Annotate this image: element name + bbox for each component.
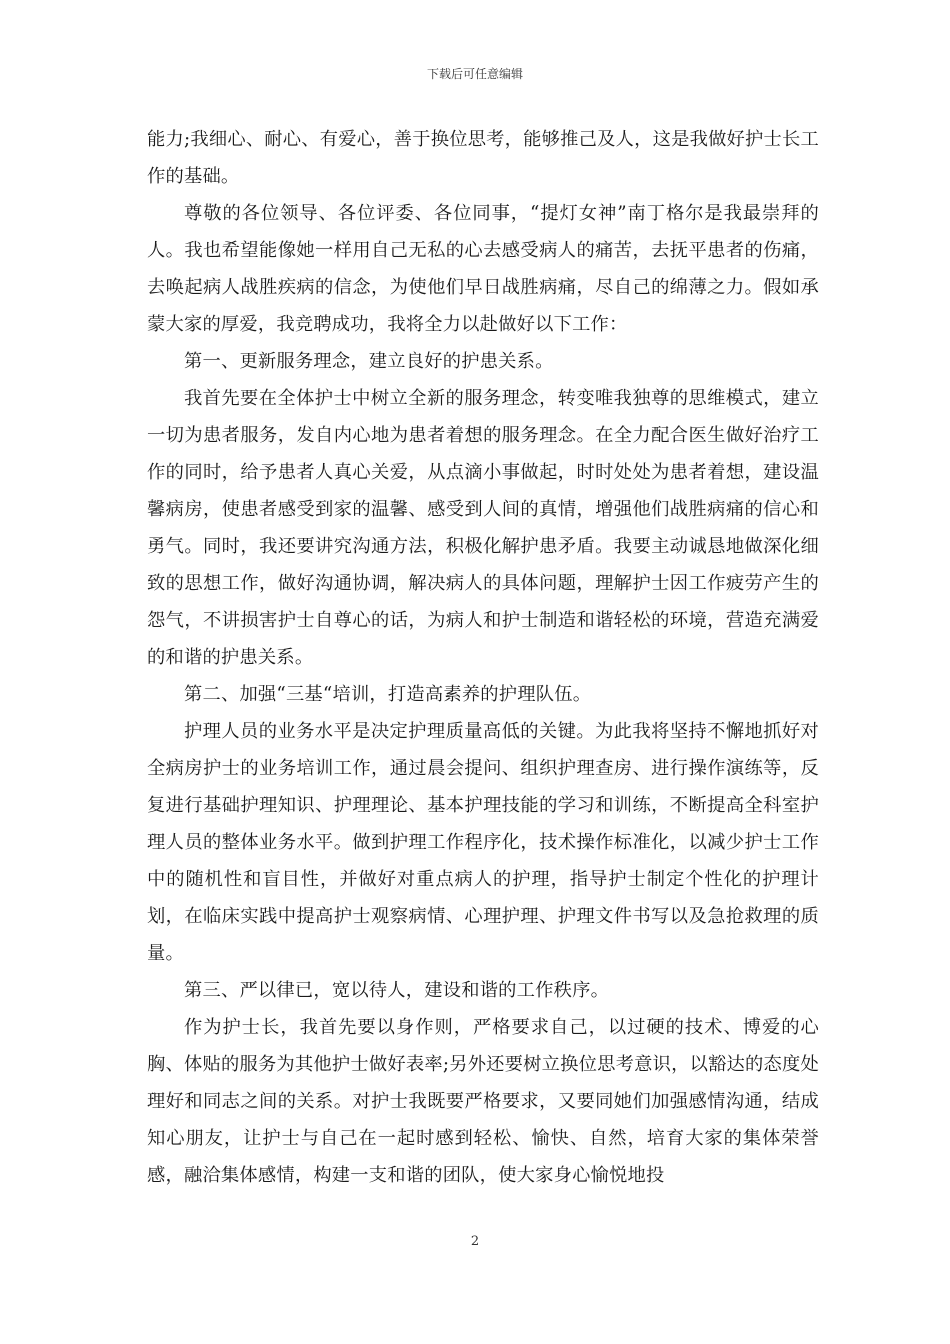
paragraph-3: 我首先要在全体护士中树立全新的服务理念，转变唯我独尊的思维模式，建立一切为患者服务，发自内心地为患者着想的服务理念。在全力配合医生做好治疗工作的同时，给予患者人真心关爱，从点滴小事做起，时时处处为患者着想，建设温馨病房，使患者感受到家的温馨、感受到人间的真情，增强他们战胜病痛的信心和勇气。同时，我还要讲究沟通方法，积极化解护患矛盾。我要主动诚恳地做深化细致的思想工作，做好沟通协调，解决病人的具体问题，理解护士因工作疲劳产生的怨气，不讲损害护士自尊心的话，为病人和护士制造和谐轻松的环境，营造充满爱的和谐的护患关系。	[147, 388, 819, 668]
document-body	[147, 121, 819, 1194]
section-heading-2: 第二、加强“三基“培训，打造高素养的护理队伍。	[184, 684, 592, 705]
page-header: 下载后可任意编辑	[426, 67, 523, 81]
paragraph-5: 作为护士长，我首先要以身作则，严格要求自己，以过硬的技术、博爱的心胸、体贴的服务为其他护士做好表率;另外还要树立换位思考意识，以豁达的态度处理好和同志之间的关系。对护士我既要严格要求，又要同她们加强感情沟通，结成知心朋友，让护士与自己在一起时感到轻松、愉快、自然，培育大家的集体荣誉感，融洽集体感情，构建一支和谐的团队，使大家身心愉悦地投	[147, 1017, 819, 1186]
paragraph-4: 护理人员的业务水平是决定护理质量高低的关键。为此我将坚持不懈地抓好对全病房护士的业务培训工作，通过晨会提问、组织护理查房、进行操作演练等，反复进行基础护理知识、护理理论、基本护理技能的学习和训练，不断提高全科室护理人员的整体业务水平。做到护理工作程序化，技术操作标准化，以减少护士工作中的随机性和盲目性，并做好对重点病人的护理，指导护士制定个性化的护理计划，在临床实践中提高护士观察病情、心理护理、护理文件书写以及急抢救理的质量。	[147, 721, 819, 964]
paragraph-2: 尊敬的各位领导、各位评委、各位同事，“提灯女神”南丁格尔是我最崇拜的人。我也希望能像她一样用自己无私的心去感受病人的痛苦，去抚平患者的伤痛，去唤起病人战胜疾病的信念，为使他们早日战胜病痛，尽自己的绵薄之力。假如承蒙大家的厚爱，我竞聘成功，我将全力以赴做好以下工作：	[147, 203, 819, 335]
section-heading-3: 第三、严以律已，宽以待人，建设和谐的工作秩序。	[184, 980, 610, 1001]
paragraph-1: 能力;我细心、耐心、有爱心，善于换位思考，能够推己及人，这是我做好护士长工作的基础。	[147, 129, 819, 187]
page-number: 2	[470, 1234, 480, 1249]
section-heading-1: 第一、更新服务理念，建立良好的护患关系。	[184, 351, 554, 372]
